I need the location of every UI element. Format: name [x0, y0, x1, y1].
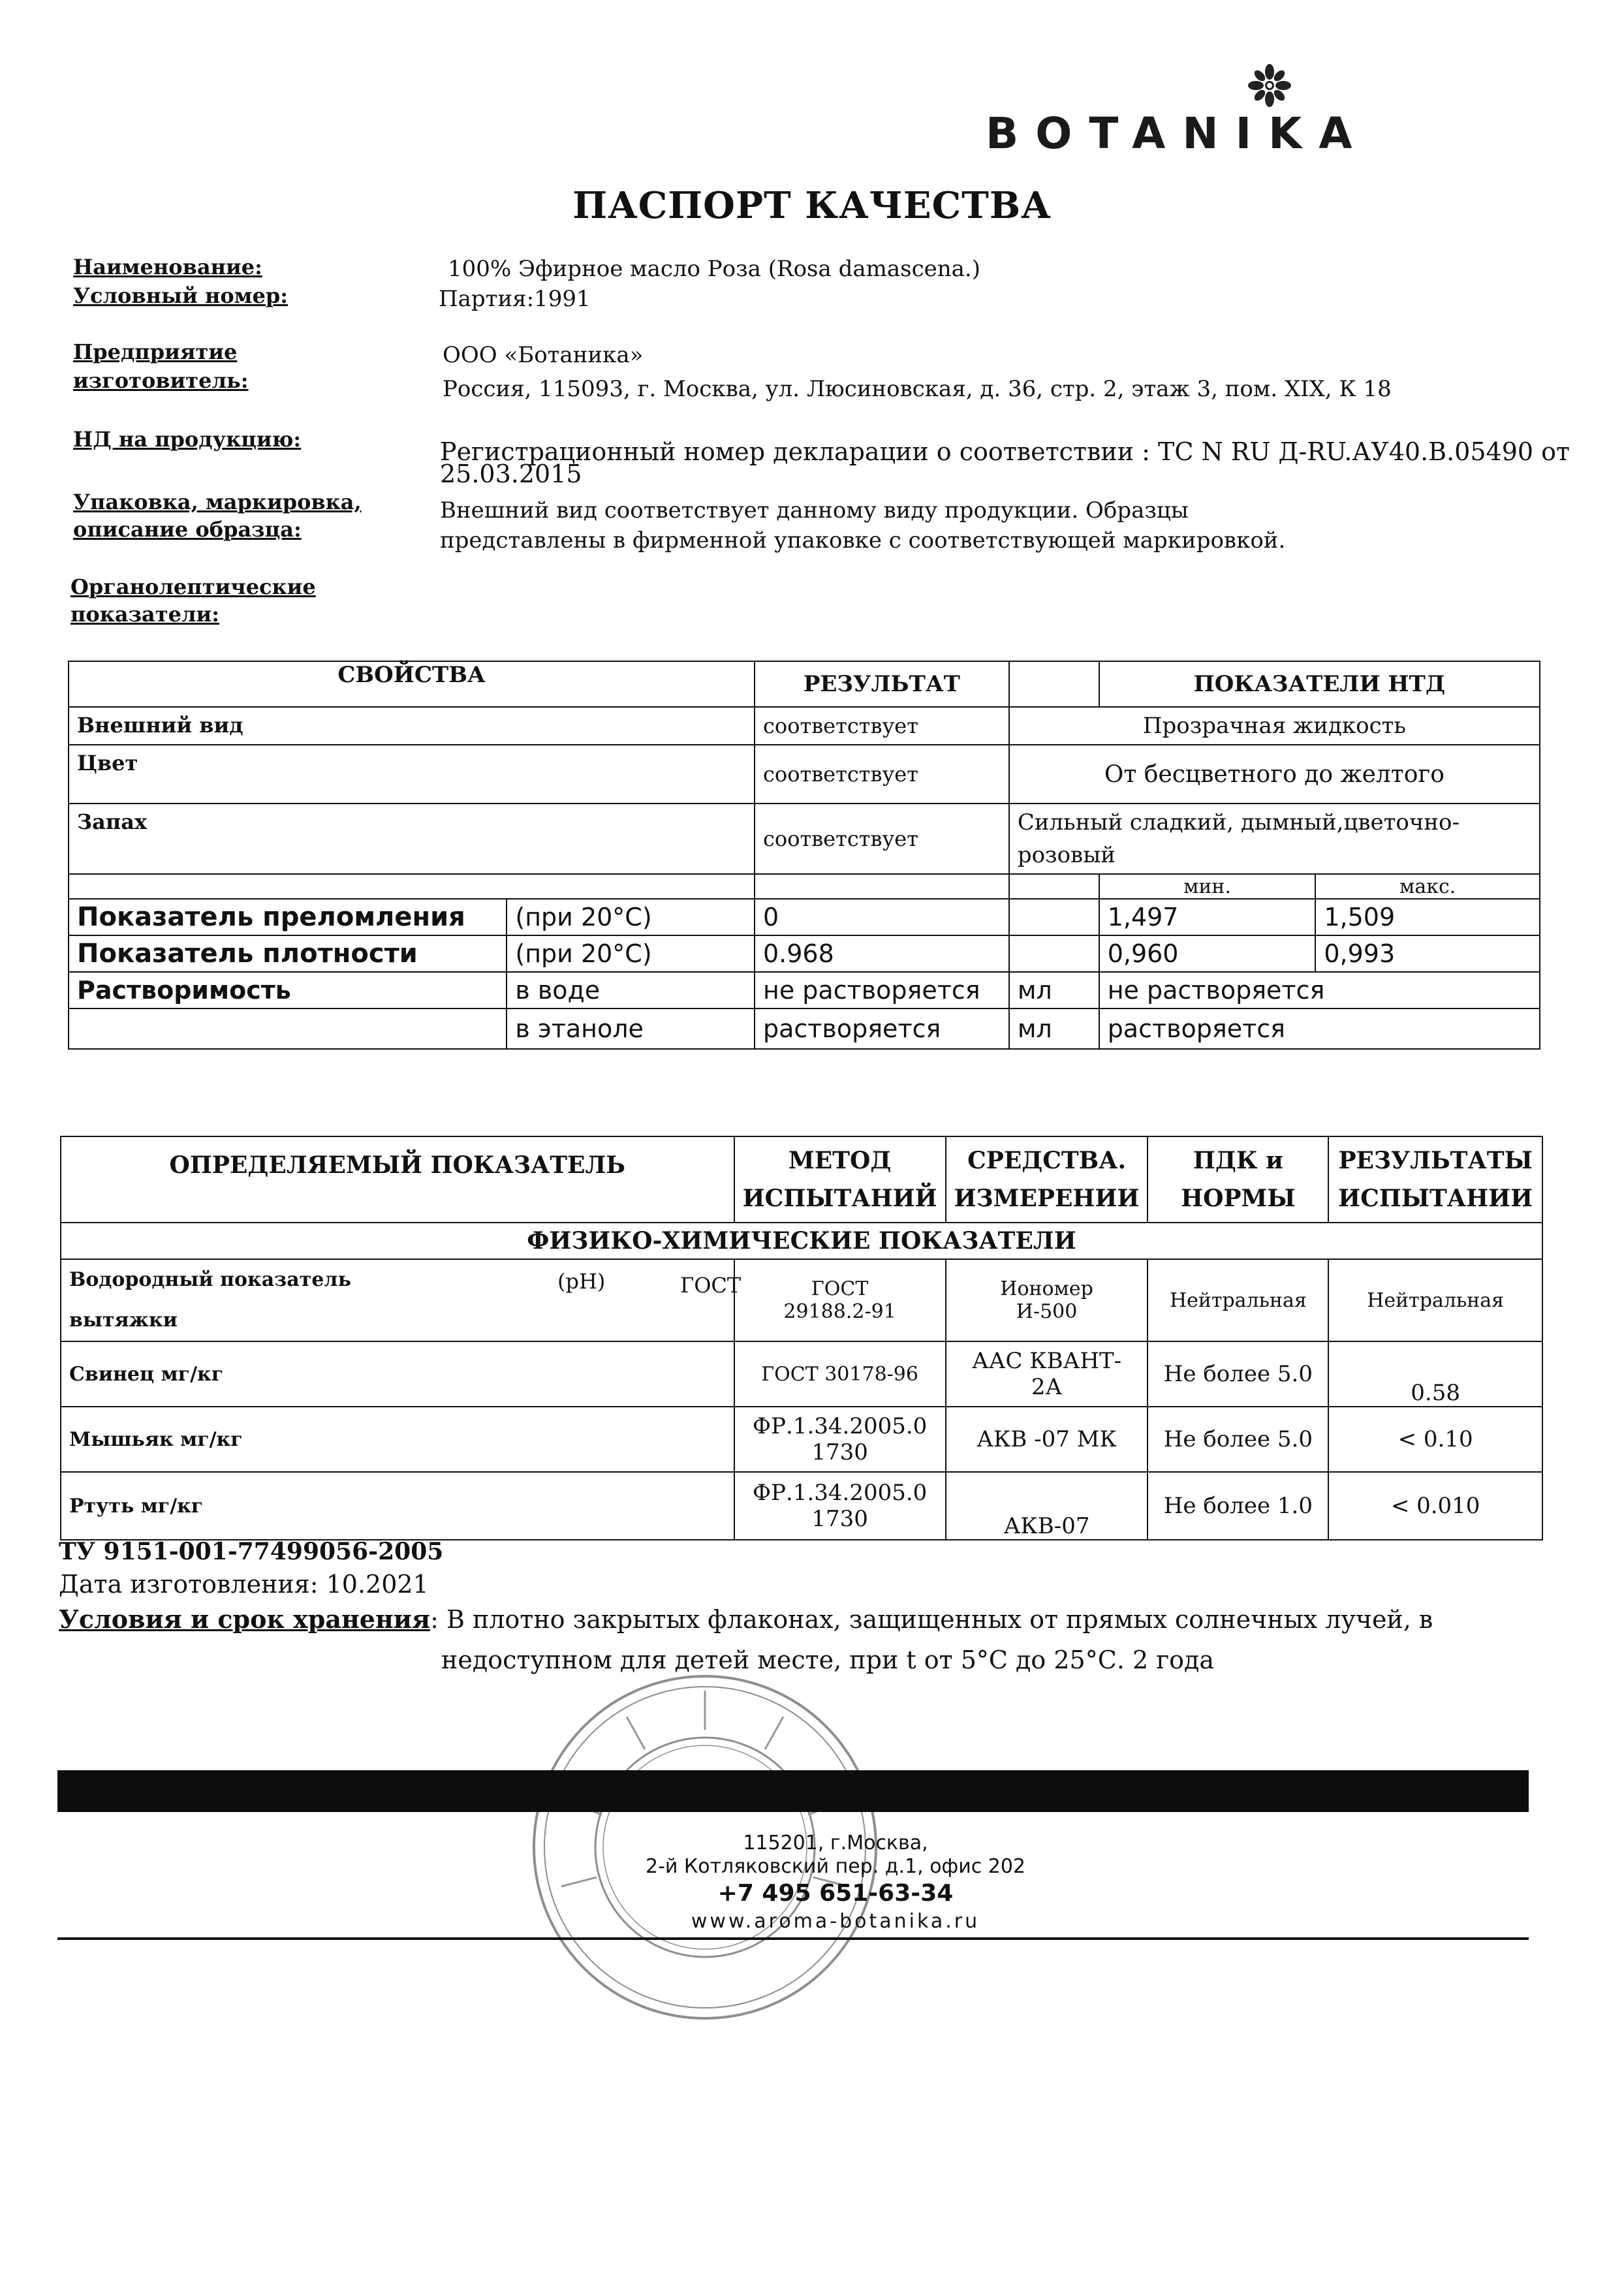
code-label: Условный номер:: [73, 283, 289, 308]
date-label: Дата изготовления:: [59, 1570, 319, 1599]
lead-result: 0.58: [1328, 1341, 1542, 1407]
empty-cell: [1009, 935, 1099, 972]
empty-cell: [1009, 899, 1099, 935]
ph-name-line2: вытяжки: [69, 1309, 178, 1332]
arsenic-norm: Не более 5.0: [1148, 1407, 1328, 1472]
ph-gost: ГОСТ: [680, 1273, 742, 1298]
nd-value-2: 25.03.2015: [440, 460, 582, 488]
ph-means-line1: Иономер: [1000, 1277, 1093, 1300]
result-appearance: соответствует: [755, 707, 1009, 745]
black-bar: [57, 1770, 1529, 1812]
table-row: [69, 935, 1540, 972]
header-results-line1: РЕЗУЛЬТАТЫ: [1338, 1147, 1533, 1174]
section-row: [61, 1223, 1542, 1259]
ph-means-line2: И-500: [1016, 1300, 1078, 1323]
ph-result: Нейтральная: [1328, 1259, 1542, 1341]
ph-means: [946, 1259, 1148, 1341]
date-value: 10.2021: [326, 1570, 429, 1599]
header-result: РЕЗУЛЬТАТ: [755, 661, 1009, 707]
table-row: [61, 1472, 1542, 1540]
pack-label-2: описание образца:: [73, 517, 302, 542]
flower-icon: [1247, 63, 1292, 108]
ph-unit: (pH): [557, 1269, 606, 1294]
arsenic-method: [734, 1407, 946, 1472]
minmax-header-row: [69, 874, 1540, 899]
section-title: ФИЗИКО-ХИМИЧЕСКИЕ ПОКАЗАТЕЛИ: [61, 1223, 1542, 1259]
max-label: макс.: [1315, 874, 1540, 899]
table-row: [69, 972, 1540, 1008]
maker-value-1: ООО «Ботаника»: [443, 342, 644, 368]
solubility-ethanol-medium: в этаноле: [507, 1008, 755, 1049]
mercury-norm: Не более 1.0: [1148, 1472, 1328, 1540]
storage-line-2: недоступном для детей месте, при t от 5°С до 25°С. 2 года: [441, 1646, 1215, 1674]
result-color: соответствует: [755, 745, 1009, 804]
arsenic-method-line2: 1730: [811, 1439, 868, 1465]
density-result: 0.968: [755, 935, 1009, 972]
lead-means: [946, 1341, 1148, 1407]
prop-color: Цвет: [69, 745, 755, 804]
table-row: [69, 707, 1540, 745]
solubility-water-ntd: не растворяется: [1099, 972, 1540, 1008]
density-max: 0,993: [1315, 935, 1540, 972]
mercury-name: Ртуть мг/кг: [61, 1472, 734, 1540]
code-value: Партия:1991: [439, 286, 591, 312]
arsenic-name: Мышьяк мг/кг: [61, 1407, 734, 1472]
lead-norm: Не более 5.0: [1148, 1341, 1328, 1407]
header-means-line2: ИЗМЕРЕНИИ: [954, 1185, 1140, 1212]
solubility-water-medium: в воде: [507, 972, 755, 1008]
table-row: [61, 1341, 1542, 1407]
bottom-divider: [57, 1937, 1529, 1940]
solubility-name: Растворимость: [69, 972, 507, 1008]
table-row: [61, 1259, 1542, 1341]
name-value: 100% Эфирное масло Роза (Rosa damascena.): [448, 256, 980, 282]
header-indicator: ОПРЕДЕЛЯЕМЫЙ ПОКАЗАТЕЛЬ: [61, 1136, 734, 1223]
header-norm-line2: НОРМЫ: [1181, 1185, 1296, 1212]
ntd-smell: Сильный сладкий, дымный,цветочно-розовый: [1009, 804, 1540, 874]
empty-cell: [755, 874, 1009, 899]
header-method-line1: МЕТОД: [788, 1147, 892, 1174]
contact-address-1: 115201, г.Москва,: [743, 1832, 928, 1854]
mercury-method-line1: ФР.1.34.2005.0: [752, 1480, 928, 1506]
header-method: [734, 1136, 946, 1223]
header-means-line1: СРЕДСТВА.: [967, 1147, 1127, 1174]
mercury-method-line2: 1730: [811, 1506, 868, 1532]
storage-colon: :: [430, 1605, 446, 1634]
header-results-line2: ИСПЫТАНИИ: [1338, 1185, 1533, 1212]
logo-wordmark: BOTANIKA: [986, 108, 1369, 159]
result-smell: соответствует: [755, 804, 1009, 874]
solubility-ethanol-result: растворяется: [755, 1008, 1009, 1049]
header-norm-line1: ПДК и: [1193, 1147, 1283, 1174]
ph-norm: Нейтральная: [1148, 1259, 1328, 1341]
density-condition: (при 20°С): [507, 935, 755, 972]
pack-value-1: Внешний вид соответствует данному виду продукции. Образцы: [440, 497, 1189, 524]
header-means: [946, 1136, 1148, 1223]
table-row: [69, 899, 1540, 935]
density-name: Показатель плотности: [69, 935, 507, 972]
ph-name: [61, 1259, 742, 1341]
ph-method-line2: 29188.2-91: [783, 1300, 896, 1323]
table-row: [69, 745, 1540, 804]
empty-cell: [1009, 874, 1099, 899]
lead-name: Свинец мг/кг: [61, 1341, 734, 1407]
ntd-appearance: Прозрачная жидкость: [1009, 707, 1540, 745]
arsenic-means: АКВ -07 МК: [946, 1407, 1148, 1472]
pack-value-2: представлены в фирменной упаковке с соответствующей маркировкой.: [440, 527, 1286, 554]
name-label: Наименование:: [73, 255, 262, 279]
solubility-ethanol-ntd: растворяется: [1099, 1008, 1540, 1049]
organo-label-2: показатели:: [70, 602, 220, 627]
contact-phone: +7 495 651-63-34: [717, 1880, 954, 1907]
table-header-row: [69, 661, 1540, 707]
ph-method-line1: ГОСТ: [811, 1277, 869, 1300]
refraction-condition: (при 20°С): [507, 899, 755, 935]
organo-label-1: Органолептические: [70, 574, 316, 599]
header-ntd: ПОКАЗАТЕЛИ НТД: [1099, 661, 1540, 707]
refraction-max: 1,509: [1315, 899, 1540, 935]
header-empty: [1009, 661, 1099, 707]
prop-smell: Запах: [69, 804, 755, 874]
maker-label-1: Предприятие: [73, 339, 238, 364]
storage-line-1: В плотно закрытых флаконах, защищенных от прямых солнечных лучей, в: [446, 1605, 1433, 1634]
manufacture-date: [59, 1568, 429, 1601]
table-row: [69, 804, 1540, 874]
company-logo: [986, 63, 1403, 161]
ntd-color: От бесцветного до желтого: [1009, 745, 1540, 804]
solubility-water-result: не растворяется: [755, 972, 1009, 1008]
organoleptic-table: [68, 661, 1540, 1050]
mercury-method: [734, 1472, 946, 1540]
empty-cell: [69, 1008, 507, 1049]
storage-label: Условия и срок хранения: [59, 1604, 431, 1634]
density-min: 0,960: [1099, 935, 1316, 972]
table-row: [69, 1008, 1540, 1049]
contact-address-2: 2-й Котляковский пер. д.1, офис 202: [645, 1855, 1025, 1878]
table-header-row: [61, 1136, 1542, 1223]
min-label: мин.: [1099, 874, 1316, 899]
table-row: [61, 1407, 1542, 1472]
storage-conditions: [59, 1603, 1433, 1636]
refraction-name: Показатель преломления: [69, 899, 507, 935]
lead-method: ГОСТ 30178-96: [734, 1341, 946, 1407]
lead-means-line1: ААС КВАНТ-: [971, 1348, 1122, 1374]
prop-appearance: Внешний вид: [69, 707, 755, 745]
solubility-ethanol-unit: мл: [1009, 1008, 1099, 1049]
header-norm: [1148, 1136, 1328, 1223]
ph-name-line1: Водородный показатель: [69, 1268, 351, 1291]
arsenic-result: < 0.10: [1328, 1407, 1542, 1472]
empty-cell: [69, 874, 755, 899]
maker-label-2: изготовитель:: [73, 368, 249, 393]
physchem-table: [60, 1136, 1543, 1540]
header-results: [1328, 1136, 1542, 1223]
refraction-result: 0: [755, 899, 1009, 935]
document-title: ПАСПОРТ КАЧЕСТВА: [572, 184, 1052, 227]
mercury-means: АКВ-07: [946, 1472, 1148, 1540]
pack-label-1: Упаковка, маркировка,: [73, 490, 362, 514]
mercury-result: < 0.010: [1328, 1472, 1542, 1540]
nd-value-1: Регистрационный номер декларации о соответствии : ТС N RU Д-RU.АУ40.В.05490 от: [440, 437, 1570, 466]
nd-label: НД на продукцию:: [73, 427, 302, 452]
solubility-water-unit: мл: [1009, 972, 1099, 1008]
ph-method: [734, 1259, 946, 1341]
refraction-min: 1,497: [1099, 899, 1316, 935]
header-method-line2: ИСПЫТАНИЙ: [742, 1185, 937, 1212]
arsenic-method-line1: ФР.1.34.2005.0: [752, 1413, 928, 1439]
contact-website: www.aroma-botanika.ru: [691, 1910, 980, 1933]
header-properties: СВОЙСТВА: [69, 661, 755, 707]
lead-means-line2: 2А: [1031, 1374, 1063, 1400]
maker-value-2: Россия, 115093, г. Москва, ул. Люсиновская, д. 36, стр. 2, этаж 3, пом. XIX, К 18: [443, 376, 1392, 402]
tu-number: ТУ 9151-001-77499056-2005: [59, 1538, 444, 1565]
